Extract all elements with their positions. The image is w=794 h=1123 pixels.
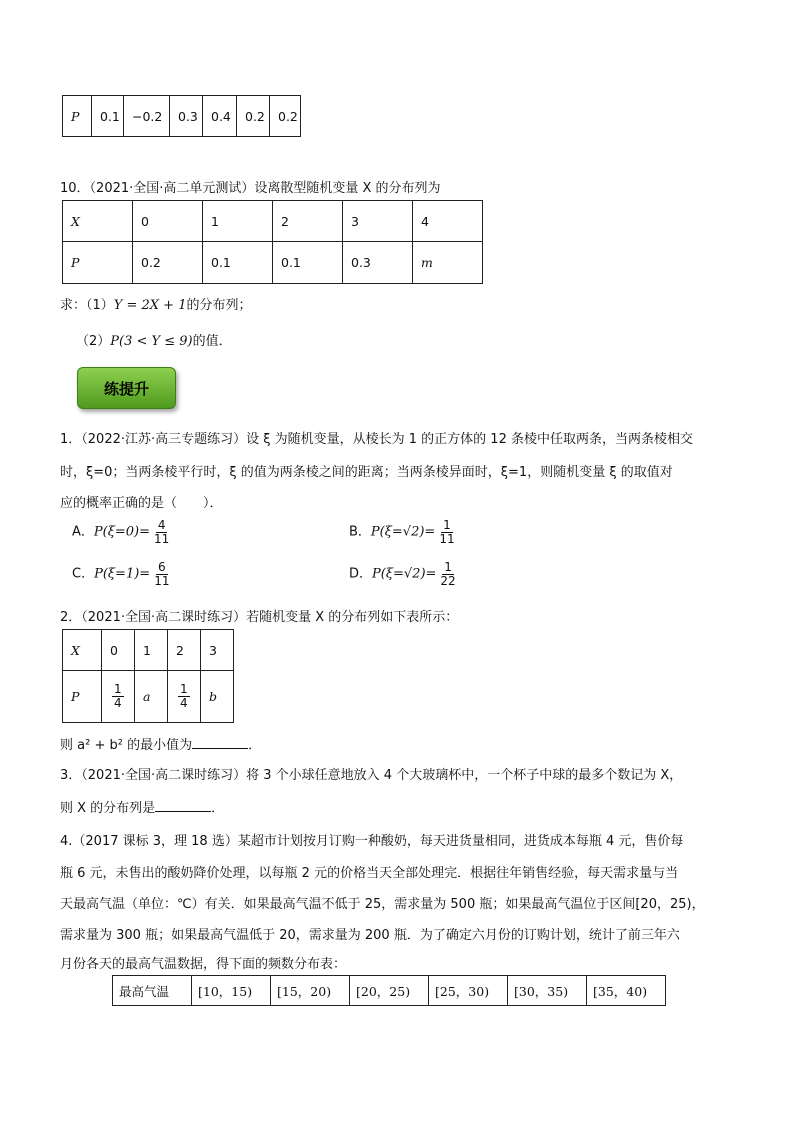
p4-frequency-table bbox=[112, 975, 666, 1006]
fraction-denominator: 22 bbox=[440, 573, 456, 588]
fraction-denominator: 11 bbox=[154, 573, 170, 588]
table-cell: 最高气温 bbox=[113, 976, 192, 1006]
fraction-one-quarter bbox=[178, 683, 190, 709]
answer-blank[interactable] bbox=[155, 799, 211, 812]
q10-ask1-prefix: 求：（1） bbox=[60, 298, 114, 313]
problem-4-line-5: 月份各天的最高气温数据，得下面的频数分布表： bbox=[60, 957, 347, 972]
problem-4-line-4: 需求量为 300 瓶；如果最高气温低于 20，需求量为 200 瓶．为了确定六月份的订购计划，统计了前三年六 bbox=[60, 928, 680, 943]
table-cell: 0.4 bbox=[203, 96, 237, 137]
table-cell: 0.3 bbox=[343, 242, 413, 284]
question-10-title: 10．（2021·全国·高二单元测试）设离散型随机变量 X 的分布列为 bbox=[60, 181, 441, 196]
option-b-fraction bbox=[437, 519, 456, 545]
section-practice-button[interactable] bbox=[77, 367, 176, 409]
table-cell: 0.1 bbox=[92, 96, 124, 137]
fraction-numerator: 4 bbox=[157, 518, 166, 532]
q10-ask1-math: Y = 2X + 1 bbox=[113, 298, 187, 313]
q10-ask1-suffix: 的分布列； bbox=[186, 298, 252, 313]
table-cell: 4 bbox=[413, 201, 483, 242]
table-cell: b bbox=[201, 671, 234, 723]
problem-1-line-2: 时，ξ=0；当两条棱平行时，ξ 的值为两条棱之间的距离；当两条棱异面时，ξ=1，则随机变量 ξ 的取值对 bbox=[60, 465, 673, 480]
table-cell: a bbox=[135, 671, 168, 723]
fraction-denominator: 4 bbox=[180, 696, 188, 710]
option-d-label: D． bbox=[349, 566, 373, 582]
table-cell: X bbox=[63, 630, 102, 671]
p3-line2-suffix: ． bbox=[211, 801, 225, 816]
p2-ask-prefix: 则 a² + b² 的最小值为 bbox=[60, 738, 193, 753]
table-cell: 3 bbox=[343, 201, 413, 242]
fraction-denominator: 11 bbox=[439, 531, 455, 546]
q10-distribution-table bbox=[62, 200, 483, 284]
table-cell: [15，20) bbox=[271, 976, 350, 1006]
option-d-fraction bbox=[438, 561, 457, 587]
table-cell: 0 bbox=[102, 630, 135, 671]
table-cell: m bbox=[413, 242, 483, 284]
fraction-numerator: 1 bbox=[114, 682, 122, 697]
fraction-numerator: 6 bbox=[158, 560, 166, 574]
table-cell bbox=[102, 671, 135, 723]
top-probability-table bbox=[62, 95, 301, 137]
section-practice-label: 练提升 bbox=[103, 379, 149, 398]
fraction-denominator: 4 bbox=[114, 696, 122, 710]
table-cell: 1 bbox=[203, 201, 273, 242]
option-a-label: A． bbox=[72, 524, 94, 540]
problem-4-line-1: 4.（2017 课标 3，理 18 选）某超市计划按月订购一种酸奶，每天进货量相同，进货成本每瓶 4 元，售价每 bbox=[60, 834, 684, 849]
option-b-label: B． bbox=[349, 524, 371, 540]
problem-3-line-1: 3．（2021·全国·高二课时练习）将 3 个小球任意地放入 4 个大玻璃杯中，一个杯子中球的最多个数记为 X， bbox=[60, 768, 683, 783]
fraction-numerator: 1 bbox=[444, 560, 452, 574]
p2-ask-suffix: ． bbox=[248, 738, 262, 753]
table-cell: 0.2 bbox=[133, 242, 203, 284]
option-c[interactable] bbox=[72, 561, 173, 587]
fraction-numerator: 1 bbox=[180, 682, 188, 697]
problem-1-line-1: 1．（2022·江苏·高三专题练习）设 ξ 为随机变量，从棱长为 1 的正方体的 12 条棱中任取两条，当两条棱相交 bbox=[60, 432, 693, 447]
table-cell: 0 bbox=[133, 201, 203, 242]
table-cell bbox=[168, 671, 201, 723]
option-a[interactable] bbox=[72, 519, 173, 545]
table-cell: X bbox=[63, 201, 133, 242]
problem-4-line-2: 瓶 6 元，未售出的酸奶降价处理，以每瓶 2 元的价格当天全部处理完．根据往年销售经验，每天需求量与当 bbox=[60, 866, 679, 881]
p3-line2-prefix: 则 X 的分布列是 bbox=[60, 801, 156, 816]
table-cell: 0.1 bbox=[203, 242, 273, 284]
option-b-expr: P(ξ=√2)= bbox=[370, 524, 436, 540]
option-a-fraction bbox=[152, 519, 171, 545]
option-b[interactable] bbox=[349, 519, 459, 545]
table-cell: −0.2 bbox=[124, 96, 170, 137]
problem-2-ask bbox=[60, 734, 261, 753]
table-cell: 2 bbox=[168, 630, 201, 671]
option-d-expr: P(ξ=√2)= bbox=[372, 566, 437, 582]
fraction-denominator: 11 bbox=[154, 531, 170, 546]
p2-distribution-table bbox=[62, 629, 234, 723]
table-cell: P bbox=[63, 96, 92, 137]
problem-2-title: 2．（2021·全国·高二课时练习）若随机变量 X 的分布列如下表所示： bbox=[60, 610, 459, 625]
table-cell: 0.3 bbox=[170, 96, 203, 137]
problem-3-line-2 bbox=[60, 797, 224, 816]
table-cell: 1 bbox=[135, 630, 168, 671]
problem-4-line-3: 天最高气温（单位：℃）有关．如果最高气温不低于 25，需求量为 500 瓶；如果最高气温位于区间[20，25)， bbox=[60, 897, 705, 912]
table-cell: 0.2 bbox=[237, 96, 270, 137]
table-cell: [10，15) bbox=[192, 976, 271, 1006]
answer-blank[interactable] bbox=[192, 736, 248, 749]
table-cell: [25，30) bbox=[429, 976, 508, 1006]
q10-ask-2 bbox=[76, 330, 232, 349]
table-cell: P bbox=[63, 671, 102, 723]
table-cell: 0.1 bbox=[273, 242, 343, 284]
q10-ask2-math: P(3 < Y ≤ 9) bbox=[110, 334, 193, 349]
option-a-expr: P(ξ=0)= bbox=[93, 524, 151, 540]
q10-ask2-prefix: （2） bbox=[76, 334, 111, 349]
table-cell: 0.2 bbox=[270, 96, 301, 137]
table-cell: 3 bbox=[201, 630, 234, 671]
option-d[interactable] bbox=[349, 561, 460, 587]
option-c-label: C． bbox=[72, 566, 95, 582]
option-c-expr: P(ξ=1)= bbox=[94, 566, 151, 582]
q10-ask-1 bbox=[60, 294, 252, 313]
problem-1-line-3: 应的概率正确的是（ ）． bbox=[60, 496, 223, 511]
table-cell: [30，35) bbox=[508, 976, 587, 1006]
table-cell: 2 bbox=[273, 201, 343, 242]
table-cell: [35，40) bbox=[587, 976, 666, 1006]
table-cell: [20，25) bbox=[350, 976, 429, 1006]
fraction-numerator: 1 bbox=[443, 518, 451, 532]
option-c-fraction bbox=[152, 561, 171, 587]
fraction-one-quarter bbox=[112, 683, 124, 709]
q10-ask2-suffix: 的值． bbox=[192, 334, 232, 349]
table-cell: P bbox=[63, 242, 133, 284]
